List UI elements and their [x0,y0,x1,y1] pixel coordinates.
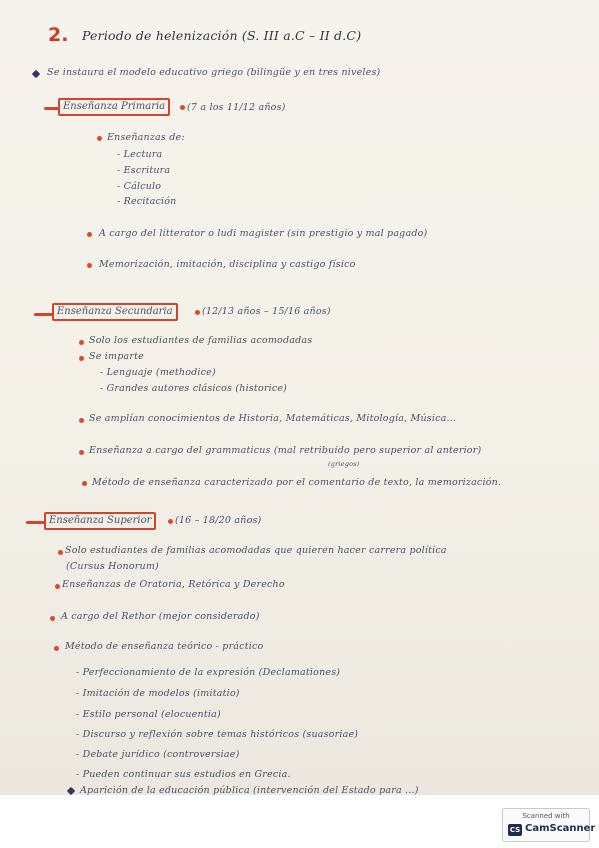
bullet-icon [58,550,63,555]
bullet-icon [54,646,59,651]
primaria-arrow-dot [180,105,185,110]
bullet-icon [87,232,92,237]
superior-arrow-dot [168,519,173,524]
bullet-icon [82,481,87,486]
subject-item: - Lectura [117,149,163,160]
badge-brand-name: CamScanner [525,823,596,834]
superior-lead-mark [26,521,46,524]
camscanner-logo-icon: CS [509,826,521,834]
metodo-item: - Estilo personal (elocuentia) [76,709,221,720]
subject-item: - Escritura [117,165,171,176]
imparte-item: - Grandes autores clásicos (historice) [100,383,288,394]
bullet-icon [50,616,55,621]
secundaria-heading: Enseñanza Secundaria [52,303,178,321]
metodo-item: - Imitación de modelos (imitatio) [76,688,240,699]
primaria-heading: Enseñanza Primaria [58,98,170,116]
bullet-icon [55,584,60,589]
superior-bullet: Solo estudiantes de familias acomodadas que quieren hacer carrera política [65,545,447,556]
secundaria-bullet: Solo los estudiantes de familias acomodadas [89,335,313,346]
bullet-icon [79,340,84,345]
cursus-honorum: (Cursus Honorum) [66,561,159,572]
bullet-icon [79,356,84,361]
page-title: Periodo de helenización (S. III a.C – II d.C) [82,28,362,43]
primaria-bullet: Memorización, imitación, disciplina y castigo físico [99,259,356,270]
secundaria-arrow-dot [195,310,200,315]
intro-bullet-icon [32,70,40,78]
bullet-icon [87,263,92,268]
badge-caption: Scanned with [522,812,570,820]
superior-heading: Enseñanza Superior [44,512,156,530]
subject-item: - Recitación [117,196,177,207]
secundaria-range: (12/13 años – 15/16 años) [202,306,331,317]
section-number: 2. [48,24,69,46]
subject-item: - Cálculo [117,181,162,192]
primaria-bullet: A cargo del litterator o ludi magister (sin prestigio y mal pagado) [99,228,428,239]
metodo-item: - Perfeccionamiento de la expresión (Declamationes) [76,667,341,678]
scanner-badge [502,808,596,842]
metodo-item: - Pueden continuar sus estudios en Grecia. [76,769,291,780]
ensenanzas-label: Enseñanzas de: [107,132,185,143]
cut-off-line: Aparición de la educación pública (intervención del Estado para ...) [80,785,419,795]
ensenanzas-bullet [97,136,102,141]
bullet-icon [79,450,84,455]
metodo-item: - Discurso y reflexión sobre temas históricos (suasoriae) [76,729,359,740]
primaria-range: (7 a los 11/12 años) [187,102,286,113]
bullet-icon [79,418,84,423]
secundaria-bullet: Enseñanza a cargo del grammaticus (mal retribuido pero superior al anterior) [89,445,482,456]
intro-text: Se instaura el modelo educativo griego (bilingüe y en tres niveles) [47,67,381,78]
superior-bullet: Método de enseñanza teórico - práctico [65,641,264,652]
margin-note: (griegos) [328,460,360,468]
superior-bullet: A cargo del Rethor (mejor considerado) [61,611,260,622]
secundaria-bullet: Se amplían conocimientos de Historia, Matemáticas, Mitología, Música... [89,413,457,424]
superior-range: (16 – 18/20 años) [175,515,262,526]
secundaria-lead-mark [34,313,54,316]
cut-bullet-icon [67,787,75,795]
superior-bullet: Enseñanzas de Oratoria, Retórica y Derecho [62,579,285,590]
imparte-item: - Lenguaje (methodice) [100,367,216,378]
secundaria-bullet: Método de enseñanza caracterizado por el comentario de texto, la memorización. [92,477,502,488]
secundaria-bullet: Se imparte [89,351,144,362]
metodo-item: - Debate jurídico (controversiae) [76,749,240,760]
